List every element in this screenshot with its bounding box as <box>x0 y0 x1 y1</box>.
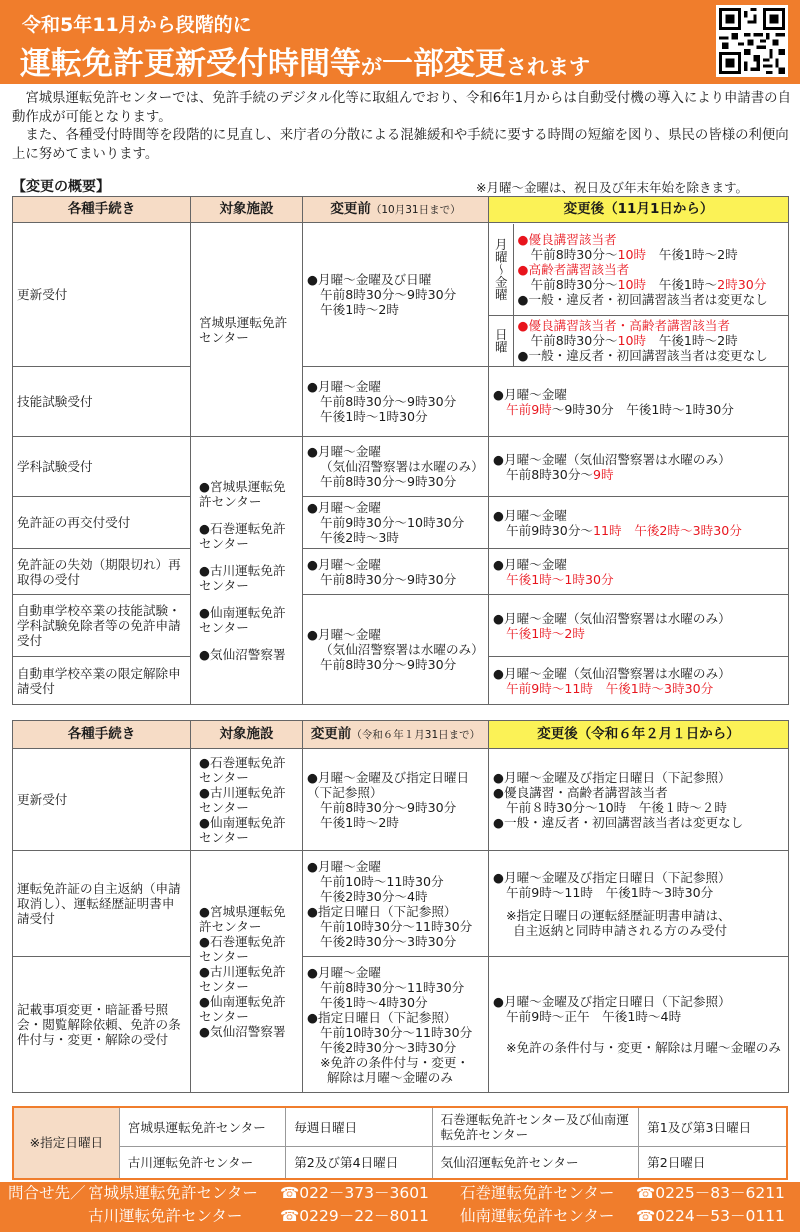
header-facility: 対象施設 <box>191 721 303 749</box>
header-subtitle: 令和5年11月から段階的に <box>22 14 252 36</box>
before-written-test: ●月曜～金曜 （気仙沼警察署は水曜のみ） 午前8時30分～9時30分 <box>303 437 489 497</box>
procedure-written-test: 学科試験受付 <box>13 437 191 497</box>
header-after: 変更後（11月1日から） <box>489 197 789 223</box>
designated-center: 古川運転免許センター <box>119 1147 285 1179</box>
after-lapse: ●月曜～金曜 午後1時～1時30分 <box>489 549 789 595</box>
contact-phone[interactable]: ☎0224－53－0111 <box>636 1207 785 1225</box>
procedure-lapse: 免許証の失効（期限切れ）再取得の受付 <box>13 549 191 595</box>
contact-center: 仙南運転免許センター <box>460 1207 615 1225</box>
contact-center: 石巻運転免許センター <box>460 1184 615 1202</box>
change-table-november <box>12 196 789 705</box>
weekday-note: ※月曜～金曜は、祝日及び年末年始を除きます。 <box>476 180 748 195</box>
table-row <box>13 497 789 549</box>
before-renewal-2: ●月曜～金曜及び指定日曜日 （下記参照） 午前8時30分～9時30分 午後1時～2時 <box>303 749 489 851</box>
header-before: 変更前（令和６年１月31日まで） <box>303 721 489 749</box>
table-row <box>13 595 789 657</box>
after-change: ●月曜～金曜及び指定日曜日（下記参照） 午前9時～正午 午後1時～4時 ※免許の条件付与・変更・解除は月曜～金曜のみ <box>489 957 789 1093</box>
after-school-limit: ●月曜～金曜（気仙沼警察署は水曜のみ） 午前9時～11時 午後1時～3時30分 <box>489 657 789 705</box>
after-renewal <box>489 223 789 367</box>
facility-miyagi: 宮城県運転免許センター <box>191 223 303 437</box>
table-header-row <box>13 197 789 223</box>
intro-paragraph-1: 宮城県運転免許センターでは、免許手続のデジタル化等に取組んでおり、令和6年1月からは自動受付機の導入により申請書の自動作成が可能となります。 <box>12 91 791 125</box>
facility-list-2: ●宮城県運転免許センター ●石巻運転免許センター ●古川運転免許センター ●仙南運転免許センター ●気仙沼警察署 <box>191 851 303 1093</box>
weekday-label: 月曜～金曜 <box>489 224 513 316</box>
header-procedure: 各種手続き <box>13 197 191 223</box>
contact-phone[interactable]: ☎022－373－3601 <box>280 1184 429 1202</box>
procedure-school-skill: 自動車学校卒業の技能試験・学科試験免除者等の免許申請受付 <box>13 595 191 657</box>
header-facility: 対象施設 <box>191 197 303 223</box>
procedure-renewal: 更新受付 <box>13 223 191 367</box>
contact-phone[interactable]: ☎0229－22－8011 <box>280 1207 429 1225</box>
before-renewal: ●月曜～金曜及び日曜 午前8時30分～9時30分 午後1時～2時 <box>303 223 489 367</box>
before-lapse: ●月曜～金曜 午前8時30分～9時30分 <box>303 549 489 595</box>
facility-list-renewal: ●石巻運転免許センター ●古川運転免許センター ●仙南運転免許センター <box>191 749 303 851</box>
designated-day: 第1及び第3日曜日 <box>639 1107 787 1147</box>
after-skill-test: ●月曜～金曜 午前9時～9時30分 午後1時～1時30分 <box>489 367 789 437</box>
table-row <box>13 749 789 851</box>
designated-center: 宮城県運転免許センター <box>119 1107 285 1147</box>
before-surrender: ●月曜～金曜 午前10時～11時30分 午後2時30分～4時 ●指定日曜日（下記参照） 午前10時30分～11時30分 午後2時30分～3時30分 <box>303 851 489 957</box>
procedure-school-limit: 自動車学校卒業の限定解除申請受付 <box>13 657 191 705</box>
procedure-surrender: 運転免許証の自主返納（申請取消し）、運転経歴証明書申請受付 <box>13 851 191 957</box>
contact-center: 宮城県運転免許センター <box>88 1184 258 1202</box>
header-title: 運転免許更新受付時間等が一部変更されます <box>20 46 590 82</box>
after-reissue: ●月曜～金曜 午前9時30分～11時 午後2時～3時30分 <box>489 497 789 549</box>
section-title: 【変更の概要】 <box>12 179 110 195</box>
sunday-label: 日曜 <box>489 316 513 366</box>
weekday-schedule: ●優良講習該当者 午前8時30分～10時 午後1時～2時 ●高齢者講習該当者 午前8時30分～10時 午後1時～2時30分 ●一般・違反者・初回講習該当者は変更なし <box>513 224 788 316</box>
sunday-schedule: ●優良講習該当者・高齢者講習該当者 午前8時30分～10時 午後1時～2時 ●一般・違反者・初回講習該当者は変更なし <box>517 318 768 364</box>
after-renewal-2: ●月曜～金曜及び指定日曜日（下記参照） ●優良講習・高齢者講習該当者 午前８時30分～10時 午後１時～２時 ●一般・違反者・初回講習該当者は変更なし <box>489 749 789 851</box>
after-school-skill: ●月曜～金曜（気仙沼警察署は水曜のみ） 午後1時～2時 <box>489 595 789 657</box>
contact-center: 古川運転免許センター <box>88 1207 243 1225</box>
designated-day: 毎週日曜日 <box>286 1107 432 1147</box>
header-before: 変更前（10月31日まで） <box>303 197 489 223</box>
before-change: ●月曜～金曜 午前8時30分～11時30分 午後1時～4時30分 ●指定日曜日（下記参照） 午前10時30分～11時30分 午後2時30分～3時30分 ※免許の条件付与・変更・ 解除は月曜～金曜のみ <box>303 957 489 1093</box>
designated-sunday-label: ※指定日曜日 <box>13 1107 119 1179</box>
table-row <box>13 851 789 957</box>
header-procedure: 各種手続き <box>13 721 191 749</box>
before-school: ●月曜～金曜 （気仙沼警察署は水曜のみ） 午前8時30分～9時30分 <box>303 595 489 705</box>
designated-day: 第2及び第4日曜日 <box>286 1147 432 1179</box>
procedure-reissue: 免許証の再交付受付 <box>13 497 191 549</box>
designated-sunday-table <box>12 1106 788 1180</box>
table-row <box>13 549 789 595</box>
designated-day: 第2日曜日 <box>639 1147 787 1179</box>
procedure-change: 記載事項変更・暗証番号照会・閲覧解除依頼、免許の条件付与・変更・解除の受付 <box>13 957 191 1093</box>
qr-code-icon[interactable] <box>716 5 788 77</box>
designated-center: 石巻運転免許センター及び仙南運転免許センター <box>432 1107 639 1147</box>
designated-center: 気仙沼運転免許センター <box>432 1147 639 1179</box>
intro-paragraph-2: また、各種受付時間等を段階的に見直し、来庁者の分散による混雑緩和や手続に要する時間の短縮を図り、県民の皆様の利便向上に努めてまいります。 <box>12 128 789 162</box>
procedure-renewal-2: 更新受付 <box>13 749 191 851</box>
header-after: 変更後（令和６年２月１日から） <box>489 721 789 749</box>
table-row <box>13 223 789 367</box>
before-reissue: ●月曜～金曜 午前9時30分～10時30分 午後2時～3時 <box>303 497 489 549</box>
change-table-february <box>12 720 789 1093</box>
before-skill-test: ●月曜～金曜 午前8時30分～9時30分 午後1時～1時30分 <box>303 367 489 437</box>
intro-text <box>12 90 792 164</box>
procedure-skill-test: 技能試験受付 <box>13 367 191 437</box>
after-surrender: ●月曜～金曜及び指定日曜日（下記参照） 午前9時～11時 午後1時～3時30分 ※指定日曜日の運転経歴証明書申請は、 自主返納と同時申請される方のみ受付 <box>489 851 789 957</box>
table-row <box>13 367 789 437</box>
contact-footer <box>0 1182 800 1232</box>
table-row <box>13 437 789 497</box>
after-written-test: ●月曜～金曜（気仙沼警察署は水曜のみ） 午前8時30分～9時 <box>489 437 789 497</box>
table-row <box>13 957 789 1093</box>
facility-list-1: ●宮城県運転免許センター ●石巻運転免許センター ●古川運転免許センター ●仙南運転免許センター ●気仙沼警察署 <box>191 437 303 705</box>
contact-label: 問合せ先／ <box>8 1184 86 1202</box>
header-banner <box>0 0 800 84</box>
table-header-row <box>13 721 789 749</box>
contact-phone[interactable]: ☎0225－83－6211 <box>636 1184 785 1202</box>
